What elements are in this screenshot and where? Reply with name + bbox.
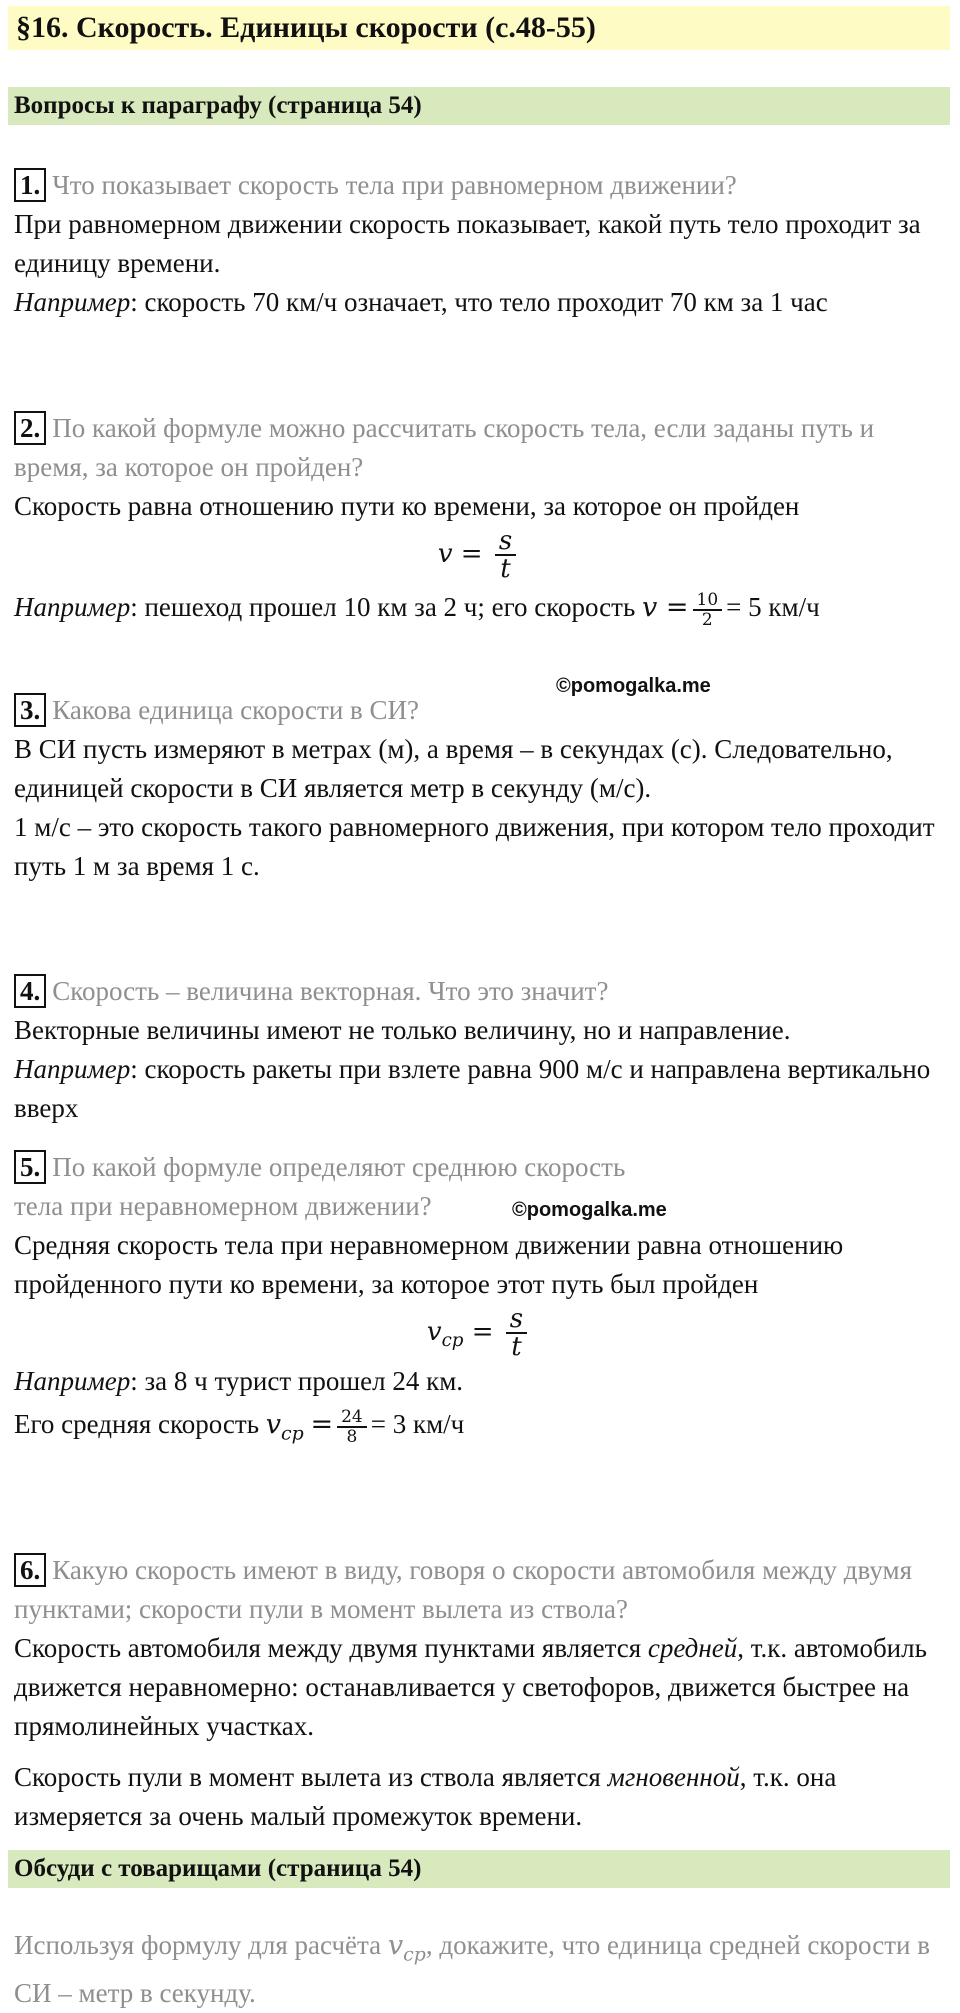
example-variable: v = — [642, 592, 689, 623]
discussion-part: Используя формулу для расчёта — [14, 1930, 388, 1960]
question-2-text — [14, 409, 944, 487]
question-6 — [14, 1551, 944, 1836]
question-number: 5. — [14, 1150, 46, 1184]
example — [14, 283, 944, 322]
example — [14, 1362, 944, 1401]
question-label: Какова единица скорости в СИ? — [52, 695, 420, 725]
example — [14, 1050, 944, 1128]
question-1 — [14, 166, 944, 322]
fraction-numerator: s — [506, 1306, 527, 1334]
discussion-variable: v — [387, 1930, 404, 1961]
fraction-denominator: t — [500, 554, 511, 584]
answer-text: При равномерном движении скорость показывает, какой путь тело проходит за единицу времени. — [14, 209, 921, 278]
example-subscript: cp — [281, 1422, 304, 1445]
question-6-text — [14, 1551, 944, 1629]
question-3 — [14, 691, 944, 886]
example-label: Например — [14, 592, 131, 622]
fraction-numerator: 10 — [693, 591, 723, 611]
fraction — [506, 1306, 527, 1360]
question-3-text — [14, 691, 944, 730]
section-header: Обсуди с товарищами (страница 54) — [8, 1850, 950, 1888]
example-fraction — [337, 1408, 367, 1446]
question-number: 1. — [14, 168, 46, 202]
example — [14, 588, 944, 629]
answer-text: В СИ пусть измеряют в метрах (м), а время – в секундах (с). Следовательно, единицей скорости в СИ является метр в секунду (м/с). — [14, 734, 893, 803]
answer-part: Скорость автомобиля между двумя пунктами является — [14, 1633, 648, 1663]
discussion-text — [14, 1926, 944, 2013]
question-number: 2. — [14, 411, 46, 445]
fraction-denominator: t — [511, 1332, 522, 1362]
example-label: Например — [14, 1366, 131, 1396]
question-number: 3. — [14, 693, 46, 727]
question-number: 6. — [14, 1553, 46, 1587]
watermark: ©pomogalka.me — [556, 675, 711, 697]
example-result: = 3 км/ч — [370, 1409, 465, 1439]
formula-lhs: v = — [437, 539, 483, 569]
fraction-denominator: 2 — [701, 609, 713, 630]
answer-text: Скорость равна отношению пути ко времени, за которое он пройден — [14, 491, 800, 521]
answer-emphasis: средней — [647, 1633, 738, 1663]
example-text: : за 8 ч турист прошел 24 км. — [130, 1366, 464, 1396]
discussion-task — [14, 1926, 944, 2013]
answer-part: Скорость пули в момент вылета из ствола является — [14, 1762, 608, 1792]
example-fraction — [693, 591, 723, 629]
fraction-numerator: 24 — [337, 1408, 367, 1428]
answer-text: Векторные величины имеют не только величину, но и направление. — [14, 1015, 791, 1045]
fraction — [495, 528, 516, 582]
section-header: Вопросы к параграфу (страница 54) — [8, 87, 950, 125]
answer-emphasis: мгновенной — [607, 1762, 740, 1792]
watermark: ©pomogalka.me — [512, 1199, 667, 1221]
answer-text: Средняя скорость тела при неравномерном движении равна отношению пройденного пути ко времени, за которое этот путь был пройден — [14, 1230, 844, 1299]
formula — [14, 1304, 944, 1362]
question-label: Что показывает скорость тела при равномерном движении? — [52, 170, 737, 200]
formula — [14, 526, 944, 584]
example-text: : скорость ракеты при взлете равна 900 м/с и направлена вертикально вверх — [14, 1054, 931, 1123]
answer-text — [14, 1758, 944, 1836]
question-label: По какой формуле можно рассчитать скорость тела, если заданы путь и время, за которое он пройден? — [14, 413, 875, 482]
example-label: Например — [14, 287, 131, 317]
formula-variable: v — [426, 1317, 442, 1347]
example-continued — [14, 1405, 944, 1453]
question-2 — [14, 409, 944, 629]
question-label: По какой формуле определяют среднюю скорость тела при неравномерном движении? — [14, 1152, 626, 1221]
answer-part: , т.к. автомобиль движется неравномерно: останавливается у светофоров, движется быстрее на прямолинейных участках. — [14, 1633, 927, 1741]
example-text: : пешеход прошел 10 км за 2 ч; его скорость — [130, 592, 643, 622]
example-result: = 5 км/ч — [726, 592, 820, 622]
answer-text: 1 м/с – это скорость такого равномерного движения, при котором тело проходит путь 1 м за время 1 с. — [14, 812, 935, 881]
page-title: §16. Скорость. Единицы скорости (с.48-55) — [8, 6, 950, 50]
question-1-text — [14, 166, 944, 205]
question-label: Скорость – величина векторная. Что это значит? — [52, 976, 609, 1006]
discussion-subscript: cp — [403, 1943, 426, 1966]
formula-subscript: cp — [441, 1330, 464, 1352]
question-label: Какую скорость имеют в виду, говоря о скорости автомобиля между двумя пунктами; скорости пули в момент вылета из ствола? — [14, 1555, 913, 1624]
formula-equals: = — [471, 1317, 494, 1347]
question-4-text — [14, 972, 944, 1011]
question-5 — [14, 1148, 944, 1453]
example-equals: = — [310, 1409, 334, 1440]
example-text: Его средняя скорость — [14, 1409, 266, 1439]
answer-text — [14, 1629, 944, 1746]
fraction-numerator: s — [495, 528, 516, 556]
question-4 — [14, 972, 944, 1128]
example-text: : скорость 70 км/ч означает, что тело проходит 70 км за 1 час — [130, 287, 828, 317]
fraction-denominator: 8 — [346, 1426, 358, 1447]
example-variable: v — [265, 1409, 282, 1440]
question-number: 4. — [14, 974, 46, 1008]
example-label: Например — [14, 1054, 131, 1084]
discussion-part: , докажите, что единица средней скорости в СИ – метр в секунду. — [14, 1930, 930, 2009]
answer-part: , т.к. она измеряется за очень малый промежуток времени. — [14, 1762, 837, 1831]
